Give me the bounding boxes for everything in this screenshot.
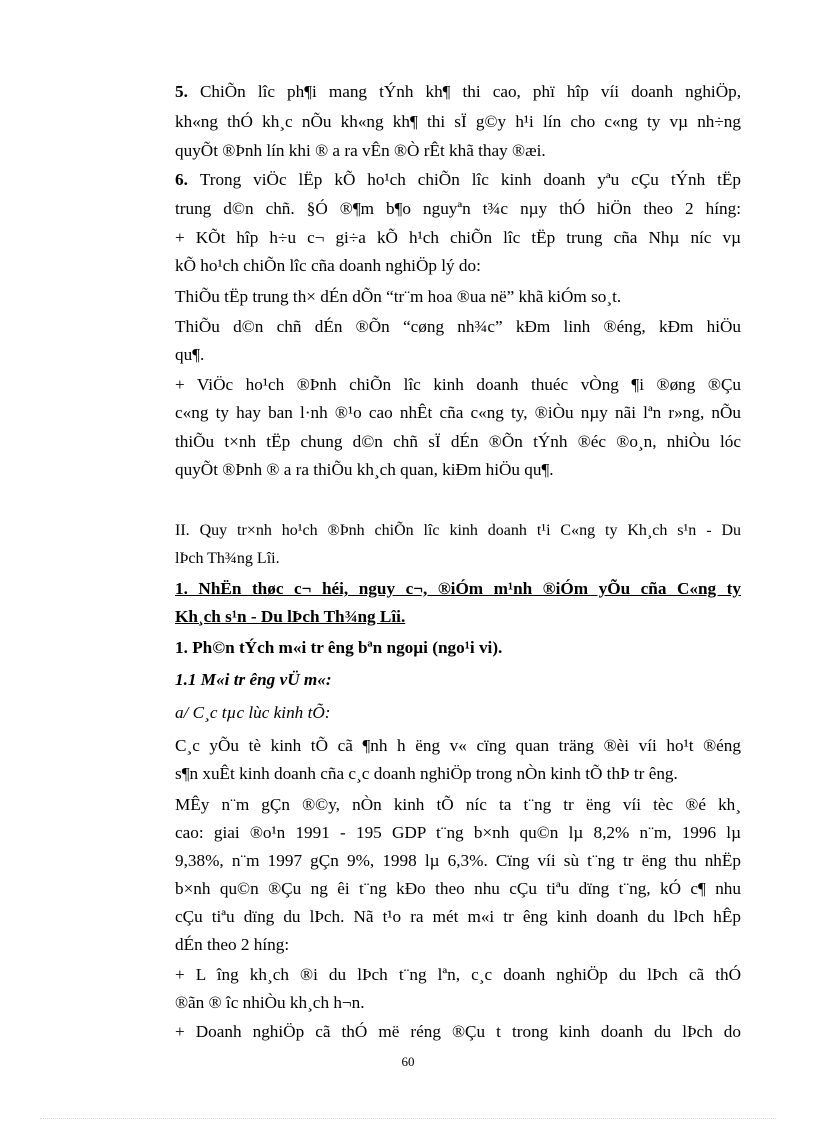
paragraph-line: trung d©n chñ. §Ó ®¶m b¶o nguyªn t¾c nµy thÓ hiÖn theo 2 híng: bbox=[175, 199, 741, 218]
paragraph-line: thiÕu t×nh tËp chung d©n chñ sÏ dÉn ®Õn tÝnh ®éc ®o¸n, nhiÒu lóc bbox=[175, 432, 741, 451]
section-heading: II. Quy tr×nh ho¹ch ®Þnh chiÕn lîc kinh doanh t¹i C«ng ty Kh¸ch s¹n - Du bbox=[175, 522, 741, 539]
subsection-heading: 1. NhËn thøc c¬ héi, nguy c¬, ®iÓm m¹nh ®iÓm yÕu cña C«ng ty bbox=[175, 579, 741, 598]
section-heading: lÞch Th¾ng Lîi. bbox=[175, 550, 280, 567]
item-number: 5. bbox=[175, 82, 200, 101]
paragraph-line: c«ng ty hay ban l·nh ®¹o cao nhÊt cña c«ng ty, ®iÒu nµy nãi lªn r»ng, nÕu bbox=[175, 403, 741, 422]
paragraph-line: dÉn theo 2 híng: bbox=[175, 935, 290, 954]
paragraph-line: ThiÕu d©n chñ dÉn ®Õn “cøng nh¾c” kÐm linh ®éng, kÐm hiÖu bbox=[175, 317, 741, 336]
subsection-heading: 1.1 M«i tr êng vÜ m«: bbox=[175, 670, 332, 689]
page-bottom-divider bbox=[40, 1118, 776, 1119]
paragraph-line: + Doanh nghiÖp cã thÓ më réng ®Çu t trong kinh doanh du lÞch do bbox=[175, 1022, 741, 1041]
paragraph-line: + L îng kh¸ch ®i du lÞch t¨ng lªn, c¸c doanh nghiÖp du lÞch cã thÓ bbox=[175, 965, 741, 984]
paragraph-line: ®ãn ® îc nhiÒu kh¸ch h¬n. bbox=[175, 993, 365, 1012]
paragraph-line: + KÕt hîp h÷u c¬ gi÷a kÕ h¹ch chiÕn lîc tËp trung cña Nhµ níc vµ bbox=[175, 228, 741, 247]
paragraph-line: kÕ ho¹ch chiÕn lîc cña doanh nghiÖp lý do: bbox=[175, 256, 481, 275]
paragraph-line: 9,38%, n¨m 1997 gÇn 9%, 1998 lµ 6,3%. Cïng víi sù t¨ng tr ëng thu nhËp bbox=[175, 851, 741, 870]
paragraph-line: 5. ChiÕn lîc ph¶i mang tÝnh kh¶ thi cao, phï hîp víi doanh nghiÖp, bbox=[175, 82, 742, 101]
page-number: 60 bbox=[401, 1054, 415, 1069]
paragraph-line: qu¶. bbox=[175, 345, 205, 364]
subsection-heading: 1. Ph©n tÝch m«i tr êng bªn ngoµi (ngo¹i vi). bbox=[175, 638, 503, 657]
paragraph-line: C¸c yÕu tè kinh tÕ cã ¶nh h ëng v« cïng quan träng ®èi víi ho¹t ®éng bbox=[175, 736, 741, 755]
subsection-heading: a/ C¸c tµc lùc kinh tÕ: bbox=[175, 703, 331, 722]
subsection-heading: Kh¸ch s¹n - Du lÞch Th¾ng Lîi. bbox=[175, 607, 406, 626]
paragraph-line: MÊy n¨m gÇn ®©y, nÒn kinh tÕ níc ta t¨ng tr ëng víi tèc ®é kh¸ bbox=[175, 795, 741, 814]
paragraph-line: 6. Trong viÖc lËp kÕ ho¹ch chiÕn lîc kinh doanh yªu cÇu tÝnh tËp bbox=[175, 170, 741, 189]
paragraph-line: ThiÕu tËp trung th× dÉn dÕn “tr¨m hoa ®ua në” khã kiÓm so¸t. bbox=[175, 287, 622, 306]
paragraph-line: cÇu tiªu dïng du lÞch. Nã t¹o ra mét m«i tr êng kinh doanh du lÞch hÊp bbox=[175, 907, 741, 926]
paragraph-line: kh«ng thÓ kh¸c nÕu kh«ng kh¶ thi sÏ g©y h¹i lín cho c«ng ty vµ nh÷ng bbox=[175, 112, 741, 131]
paragraph-line: + ViÖc ho¹ch ®Þnh chiÕn lîc kinh doanh thuéc vÒng ¶i ®øng ®Çu bbox=[175, 375, 741, 394]
item-number: 6. bbox=[175, 170, 200, 189]
paragraph-line: quyÕt ®Þnh lín khi ® a ra vÊn ®Ò rÊt khã thay ®æi. bbox=[175, 141, 546, 160]
paragraph-line: s¶n xuÊt kinh doanh cña c¸c doanh nghiÖp trong nÒn kinh tÕ thÞ tr êng. bbox=[175, 764, 678, 783]
paragraph-line: cao: giai ®o¹n 1991 - 195 GDP t¨ng b×nh qu©n lµ 8,2% n¨m, 1996 lµ bbox=[175, 823, 741, 842]
paragraph-line: b×nh qu©n ®Çu ng êi t¨ng kÐo theo nhu cÇu tiªu dïng t¨ng, kÓ c¶ nhu bbox=[175, 879, 741, 898]
paragraph-line: quyÕt ®Þnh ® a ra thiÕu kh¸ch quan, kiÐm hiÖu qu¶. bbox=[175, 460, 554, 479]
